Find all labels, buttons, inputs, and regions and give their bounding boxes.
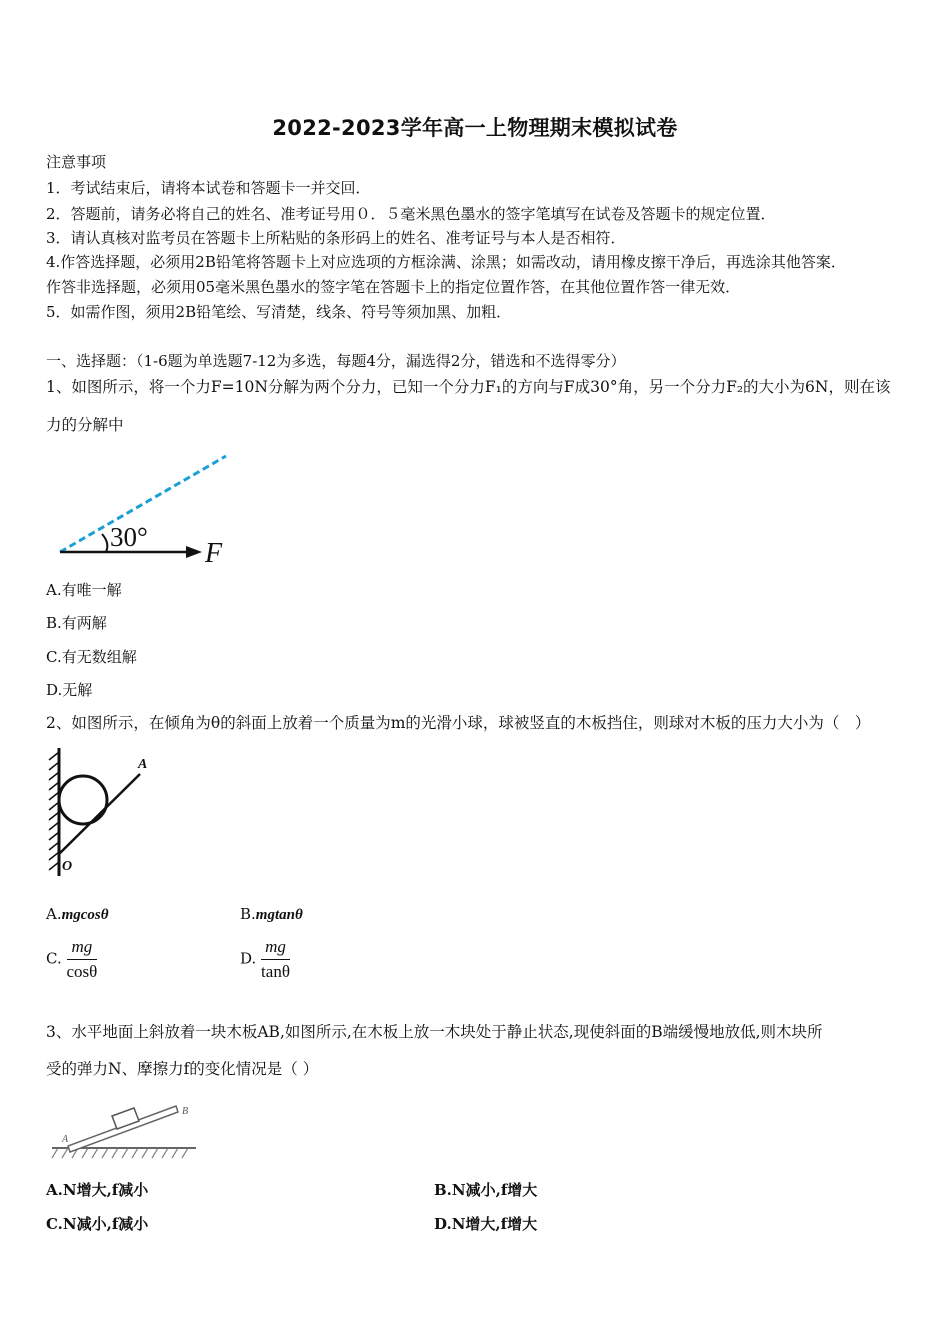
force-label: F	[205, 538, 223, 569]
option-a-prefix: A.	[46, 905, 62, 923]
option-c	[46, 937, 97, 982]
option-b: B.有两解	[46, 614, 107, 632]
fraction-numerator: mg	[67, 937, 98, 960]
force-arrowhead	[186, 546, 202, 558]
question-3-figure	[48, 1092, 200, 1164]
angle-arc	[102, 534, 107, 552]
option-c-fraction	[67, 937, 98, 982]
incline-line	[59, 774, 140, 854]
question-3-text-cont: 受的弹力N、摩擦力f的变化情况是（ ）	[46, 1060, 319, 1078]
section-heading: 一、选择题：（1-6题为单选题7-12为多选，每题4分，漏选得2分，错选和不选得零分）	[46, 352, 626, 370]
notice-item: 作答非选择题，必须用05毫米黑色墨水的签字笔在答题卡上的指定位置作答，在其他位置作答一律无效．	[46, 278, 741, 296]
notice-item: 1．考试结束后，请将本试卷和答题卡一并交回．	[46, 179, 371, 197]
fraction-denominator: tanθ	[261, 962, 290, 981]
label-a: A	[138, 757, 148, 772]
option-a: A.N增大,f减小	[46, 1181, 149, 1199]
notice-item: 4.作答选择题，必须用2B铅笔将答题卡上对应选项的方框涂满、涂黑；如需改动，请用橡皮擦干净后，再选涂其他答案．	[46, 253, 846, 271]
option-d	[240, 937, 290, 982]
ball	[59, 776, 107, 824]
option-d: D.N增大,f增大	[434, 1215, 538, 1233]
option-a: A.有唯一解	[46, 581, 122, 599]
page-title: 2022-2023学年高一上物理期末模拟试卷	[272, 116, 678, 140]
option-c-prefix: C.	[46, 949, 62, 968]
notice-item: 2．答题前，请务必将自己的姓名、准考证号用０．５毫米黑色墨水的签字笔填写在试卷及答题卡的规定位置．	[46, 205, 776, 223]
notice-item: 5．如需作图，须用2B铅笔绘、写清楚，线条、符号等须加黑、加粗．	[46, 303, 512, 321]
question-1-figure	[50, 448, 240, 578]
label-b: B	[182, 1106, 189, 1117]
question-1-text-cont: 力的分解中	[46, 416, 124, 434]
option-b	[240, 904, 303, 925]
question-2-text: 2、如图所示，在倾角为θ的斜面上放着一个质量为m的光滑小球，球被竖直的木板挡住，则球对木板的压力大小为（ ）	[46, 714, 871, 732]
label-o: O	[62, 859, 73, 874]
option-b-expr: mgtanθ	[255, 907, 303, 923]
question-1-text: 1、如图所示，将一个力F=10N分解为两个分力，已知一个分力F₁的方向与F成30°角，另一个分力F₂的大小为6N，则在该	[46, 378, 891, 396]
option-a	[46, 904, 109, 925]
option-b-prefix: B.	[240, 905, 256, 923]
notice-item: 3．请认真核对监考员在答题卡上所粘贴的条形码上的姓名、准考证号与本人是否相符．	[46, 229, 626, 247]
option-d-fraction	[261, 937, 290, 982]
label-a: A	[62, 1134, 69, 1145]
option-d: D.无解	[46, 681, 93, 699]
fraction-numerator: mg	[261, 937, 290, 960]
question-3-text: 3、水平地面上斜放着一块木板AB,如图所示,在木板上放一木块处于静止状态,现使斜面的B端缓慢地放低,则木块所	[46, 1023, 823, 1041]
notice-heading: 注意事项	[46, 153, 107, 171]
option-c: C.N减小,f减小	[46, 1215, 149, 1233]
option-b: B.N减小,f增大	[434, 1181, 538, 1199]
option-d-prefix: D.	[240, 949, 257, 968]
option-a-expr: mgcosθ	[61, 907, 109, 923]
angle-label: 30°	[110, 522, 148, 552]
fraction-denominator: cosθ	[66, 962, 98, 981]
question-2-figure	[44, 746, 164, 886]
option-c: C.有无数组解	[46, 648, 137, 666]
